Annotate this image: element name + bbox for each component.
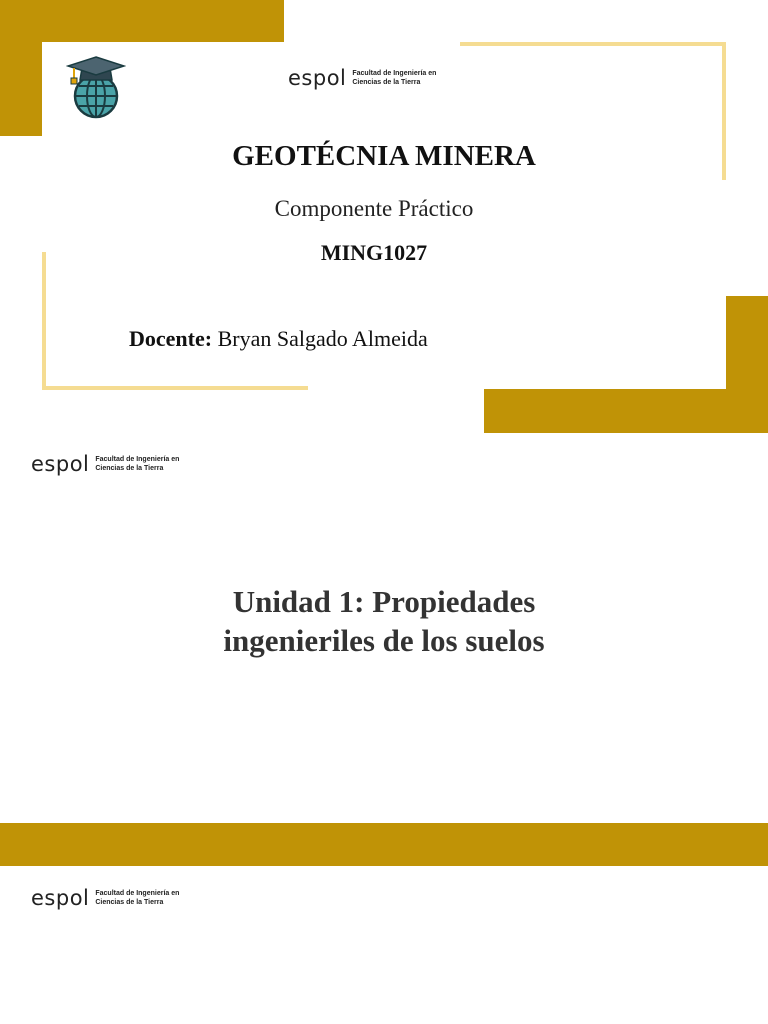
espol-logo-word: espol: [31, 452, 90, 476]
docente-line: [129, 326, 428, 352]
docente-name: Bryan Salgado Almeida: [212, 326, 428, 351]
course-subtitle: Componente Práctico: [274, 196, 474, 221]
faculty-line-2: Ciencias de la Tierra: [352, 79, 421, 86]
docente-label: Docente:: [129, 326, 213, 351]
gold-block-right-horizontal: [484, 389, 768, 433]
espol-logo-cover: [288, 66, 436, 90]
unit-title: [0, 582, 768, 660]
faculty-line-1: Facultad de Ingeniería en: [352, 70, 437, 77]
graduation-globe-icon: [66, 54, 126, 120]
frame-line-left: [42, 252, 46, 390]
espol-logo-faculty: [95, 889, 179, 907]
gold-block-top-left-horizontal: [0, 0, 284, 42]
espol-logo-unit-page: [31, 452, 179, 476]
espol-logo-bottom-page: [31, 886, 179, 910]
faculty-line-2: Ciencias de la Tierra: [95, 465, 164, 472]
espol-logo-faculty: [95, 455, 179, 473]
frame-line-bottom-left: [42, 386, 308, 390]
espol-logo-faculty: [352, 69, 436, 87]
gold-band-divider: [0, 823, 768, 866]
espol-logo-word: espol: [31, 886, 90, 910]
faculty-line-2: Ciencias de la Tierra: [95, 899, 164, 906]
espol-logo-word: espol: [288, 66, 347, 90]
faculty-line-1: Facultad de Ingeniería en: [95, 456, 180, 463]
course-code: MING1027: [320, 240, 428, 265]
gold-block-top-left-vertical: [0, 0, 42, 136]
unit-title-line-1: Unidad 1: Propiedades: [232, 584, 536, 619]
course-title: GEOTÉCNIA MINERA: [232, 140, 536, 172]
frame-line-top-right: [460, 42, 726, 46]
unit-title-line-2: ingenieriles de los suelos: [223, 623, 545, 658]
faculty-line-1: Facultad de Ingeniería en: [95, 890, 180, 897]
